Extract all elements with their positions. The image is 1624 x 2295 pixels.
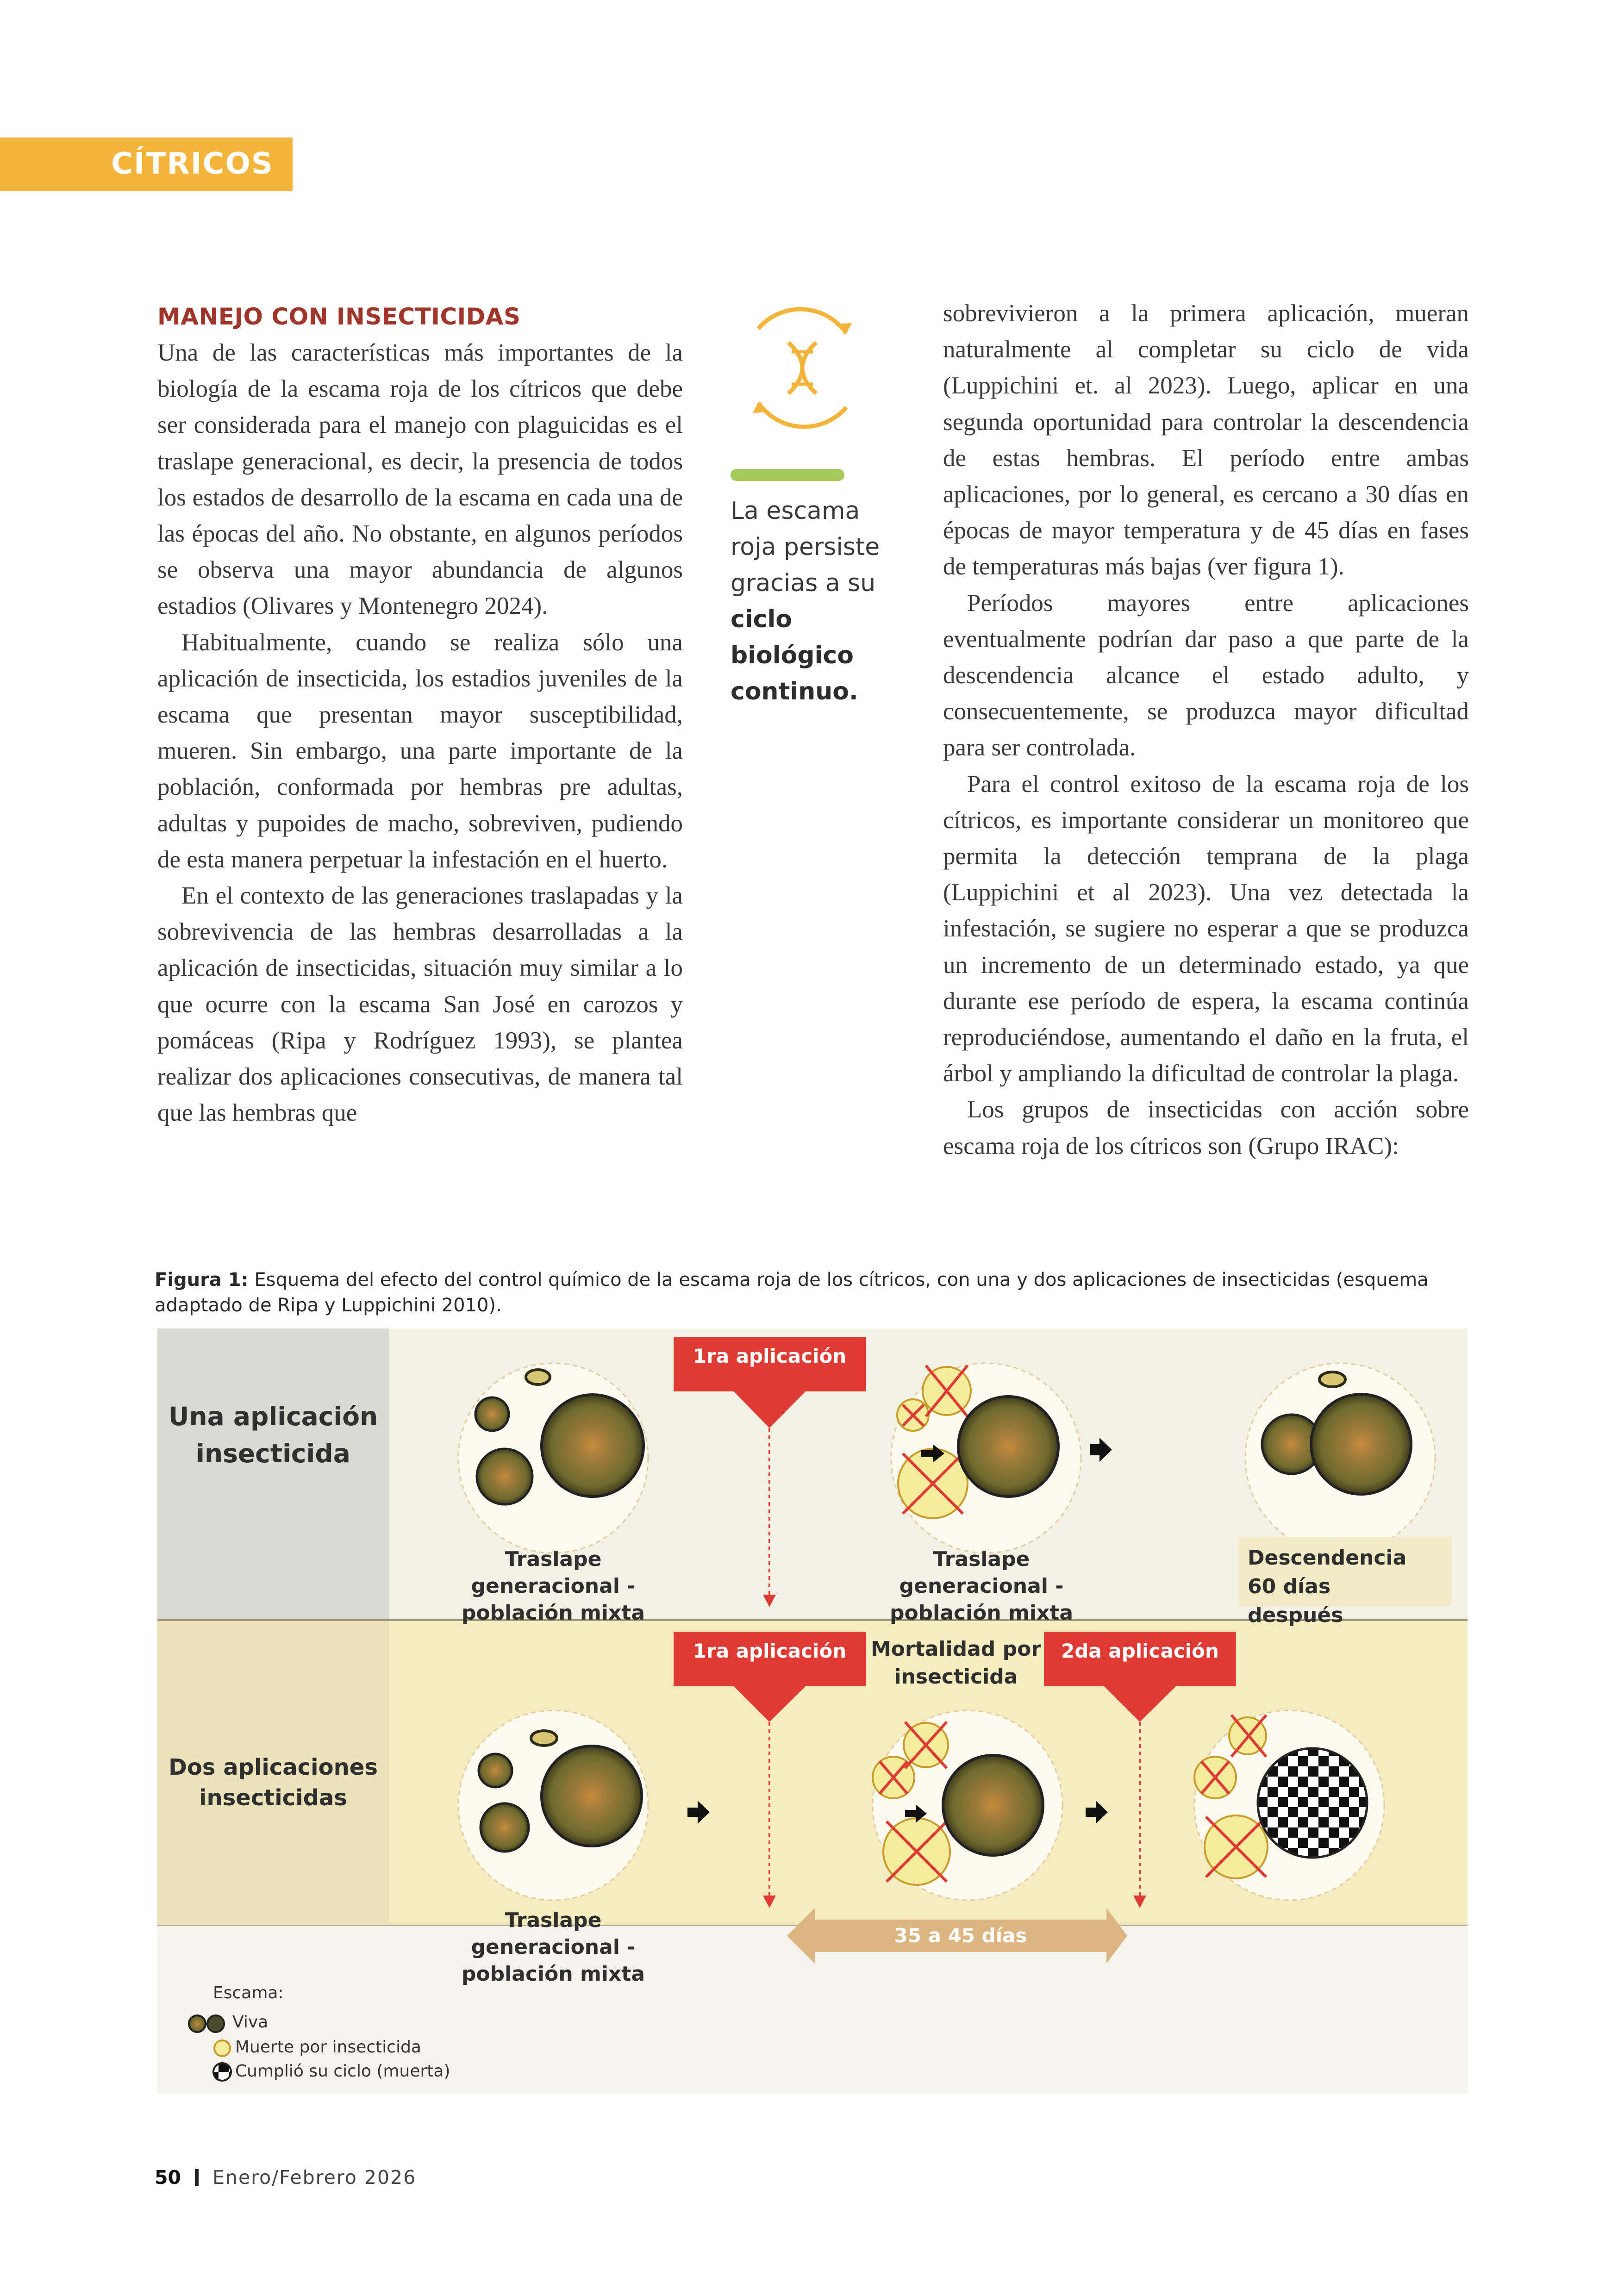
figure-caption-label: Figura 1: [155, 1269, 249, 1291]
interval-label: 35 a 45 días [894, 1924, 1027, 1947]
row-1-label-panel [157, 1328, 389, 1620]
dna-cycle-icon [731, 296, 874, 440]
footer-separator [195, 2169, 199, 2186]
figure-caption [155, 1267, 1472, 1318]
paragraph: En el contexto de las generaciones traslapadas y la sobrevivencia de las hembras desarrolladas a la aplicación de insecticidas, situación muy similar a lo que ocurre con la escama San José en carozos y pomáceas (Ripa y Rodríguez 1993), se plantea realizar dos aplicaciones consecutivas, de manera tal que las hembras que [157, 882, 683, 1127]
row1-descendencia-circle [1245, 1363, 1435, 1553]
descendencia-label: Descendencia 60 días después [1248, 1546, 1407, 1627]
pullquote-text: La escama roja persiste gracias a su [731, 497, 880, 597]
paragraph: sobrevivieron a la primera aplicación, mueran naturalmente al completar su ciclo de vida (Luppichini et. al 2023). Luego, aplicar en una segunda oportunidad para controlar la descendencia de estas hembras. El período entre ambas aplicaciones, por lo general, es cercano a 30 días en épocas de mayor temperatura y de 45 días en fases de temperaturas más bajas (ver figura 1). [943, 300, 1469, 580]
column-3 [943, 295, 1469, 1164]
section-label: CÍTRICOS [111, 147, 274, 181]
page-footer [155, 2166, 416, 2189]
pullquote-bold: ciclo biológico continuo. [731, 605, 858, 705]
row2-mixed-label: Traslape generacional - población mixta [461, 1908, 645, 1986]
issue-date: Enero/Febrero 2026 [212, 2166, 417, 2189]
figure-caption-text: Esquema del efecto del control químico de la escama roja de los cítricos, con una y dos aplicaciones de insecticidas (esquema adaptado de Ripa y Luppichini 2010). [155, 1269, 1429, 1316]
row2-final-circle [1194, 1710, 1384, 1900]
page-number: 50 [155, 2166, 181, 2189]
row1-label: Una aplicación insecticida [168, 1402, 378, 1468]
section-tab [0, 137, 293, 191]
paragraph: Períodos mayores entre aplicaciones eventualmente podrían dar paso a que parte de la descendencia alcance el estado adulto, y consecuentemente, se produzca mayor dificultad para ser controlada. [943, 589, 1469, 761]
row1-after-application-circle [891, 1363, 1081, 1553]
mortality-label: Mortalidad por insecticida [870, 1637, 1042, 1689]
row2-application-2-label: 2da aplicación [1061, 1640, 1219, 1662]
legend-title: Escama: [213, 1983, 284, 2002]
paragraph: Los grupos de insecticidas con acción sobre escama roja de los cítricos son (Grupo IRAC): [943, 1096, 1469, 1160]
paragraph: Una de las características más importantes de la biología de la escama roja de los cítricos que debe ser considerada para el manejo con plaguicidas es el traslape generacional, es decir, la presencia de todos los estados de desarrollo de la escama en cada una de las épocas del año. No obstante, en algunos períodos se observa una mayor abundancia de algunos estadios (Olivares y Montenegro 2024). [157, 339, 683, 620]
paragraph: Para el control exitoso de la escama roja de los cítricos, es importante considerar un monitoreo que permita la detección temprana de la plaga (Luppichini et al 2023). Una vez detectada la infestación, se sugiere no esperar a que se produzca un incremento de un determinado estado, ya que durante ese período de espera, la escama continúa reproduciéndose, aumentando el daño en la fruta, el árbol y ampliando la dificultad de controlar la plaga. [943, 770, 1469, 1087]
paragraph: Habitualmente, cuando se realiza sólo una aplicación de insecticida, los estadios juveniles de la escama que presentan mayor susceptibilidad, mueren. Sin embargo, una parte importante de la población, conformada por hembras pre adultas, adultas y pupoides de macho, sobreviven, pudiendo de esta manera perpetuar la infestación en el huerto. [157, 629, 683, 873]
pullquote [731, 493, 906, 710]
row2-application-1-label: 1ra aplicación [693, 1640, 847, 1662]
legend-muerte: Muerte por insecticida [235, 2038, 421, 2057]
pullquote-bar [731, 469, 844, 481]
row2-population-circle [458, 1710, 648, 1900]
column-1 [157, 299, 683, 1131]
row2-mortality-circle [873, 1710, 1062, 1900]
legend-viva: Viva [232, 2013, 269, 2032]
legend-ciclo: Cumplió su ciclo (muerta) [235, 2062, 450, 2081]
section-heading: MANEJO CON INSECTICIDAS [157, 303, 521, 330]
row1-application-label: 1ra aplicación [693, 1345, 847, 1367]
row2-label: Dos aplicaciones insecticidas [169, 1754, 378, 1811]
row1-population-circle [458, 1363, 648, 1553]
row1-mixed-label: Traslape generacional - población mixta [461, 1547, 645, 1625]
row1-mixed-label-2: Traslape generacional - población mixta [889, 1547, 1074, 1625]
figure-1 [157, 1328, 1468, 2093]
